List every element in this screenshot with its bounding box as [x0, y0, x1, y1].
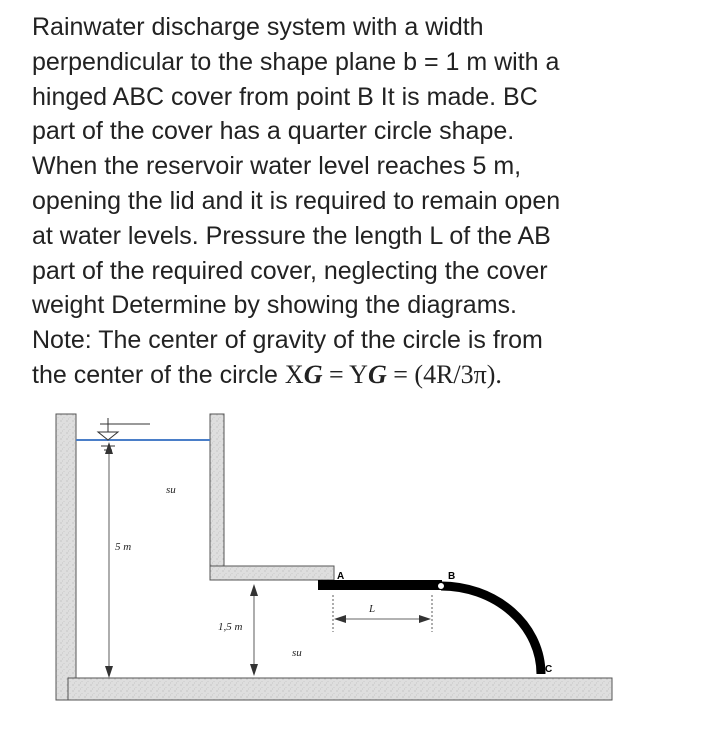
water-level-symbol-icon: [98, 418, 150, 450]
gap-label: 1,5 m: [218, 621, 243, 633]
cover-bc-arc: [441, 586, 541, 674]
problem-statement: [32, 10, 672, 393]
water-label-left: su: [166, 484, 176, 496]
xg-base: X: [284, 359, 304, 389]
problem-line-2: perpendicular to the shape plane b = 1 m with a: [32, 47, 560, 76]
formula-value: (4R/3π): [414, 359, 496, 389]
depth-label: 5 m: [115, 541, 132, 553]
point-a-label: A: [337, 571, 345, 582]
yg-base: Y: [349, 359, 368, 389]
point-c-label: C: [545, 664, 553, 675]
formula-equals-1: =: [322, 359, 350, 389]
ground-slab: [68, 678, 612, 700]
gap-dimension: [250, 584, 258, 676]
problem-line-11-prefix: the center of the circle: [32, 360, 285, 389]
problem-line-9: weight Determine by showing the diagrams.: [32, 291, 517, 320]
hinge-b-icon: [438, 583, 445, 590]
length-dimension: [333, 595, 432, 632]
centroid-formula: [285, 360, 502, 389]
yg-sub: G: [367, 359, 387, 389]
point-b-label: B: [448, 571, 456, 582]
depth-dimension: [105, 442, 113, 678]
inner-wall: [210, 414, 224, 580]
problem-line-6: opening the lid and it is required to remain open: [32, 186, 561, 215]
problem-line-4: part of the cover has a quarter circle shape.: [32, 117, 515, 146]
problem-line-8: part of the required cover, neglecting the cover: [32, 256, 548, 285]
problem-line-10: Note: The center of gravity of the circle is from: [32, 326, 543, 355]
xg-sub: G: [303, 359, 323, 389]
left-wall: [56, 414, 76, 700]
problem-line-3: hinged ABC cover from point B It is made. BC: [32, 82, 538, 111]
water-label-right: su: [292, 647, 302, 659]
length-label: L: [369, 603, 376, 615]
problem-line-7: at water levels. Pressure the length L of the AB: [32, 221, 551, 250]
problem-line-11: [32, 358, 672, 393]
discharge-system-diagram: [0, 390, 720, 737]
problem-line-5: When the reservoir water level reaches 5 m,: [32, 152, 522, 181]
ledge: [210, 566, 334, 580]
formula-period: .: [495, 359, 502, 389]
formula-equals-2: =: [386, 359, 415, 389]
problem-line-1: Rainwater discharge system with a width: [32, 13, 484, 41]
